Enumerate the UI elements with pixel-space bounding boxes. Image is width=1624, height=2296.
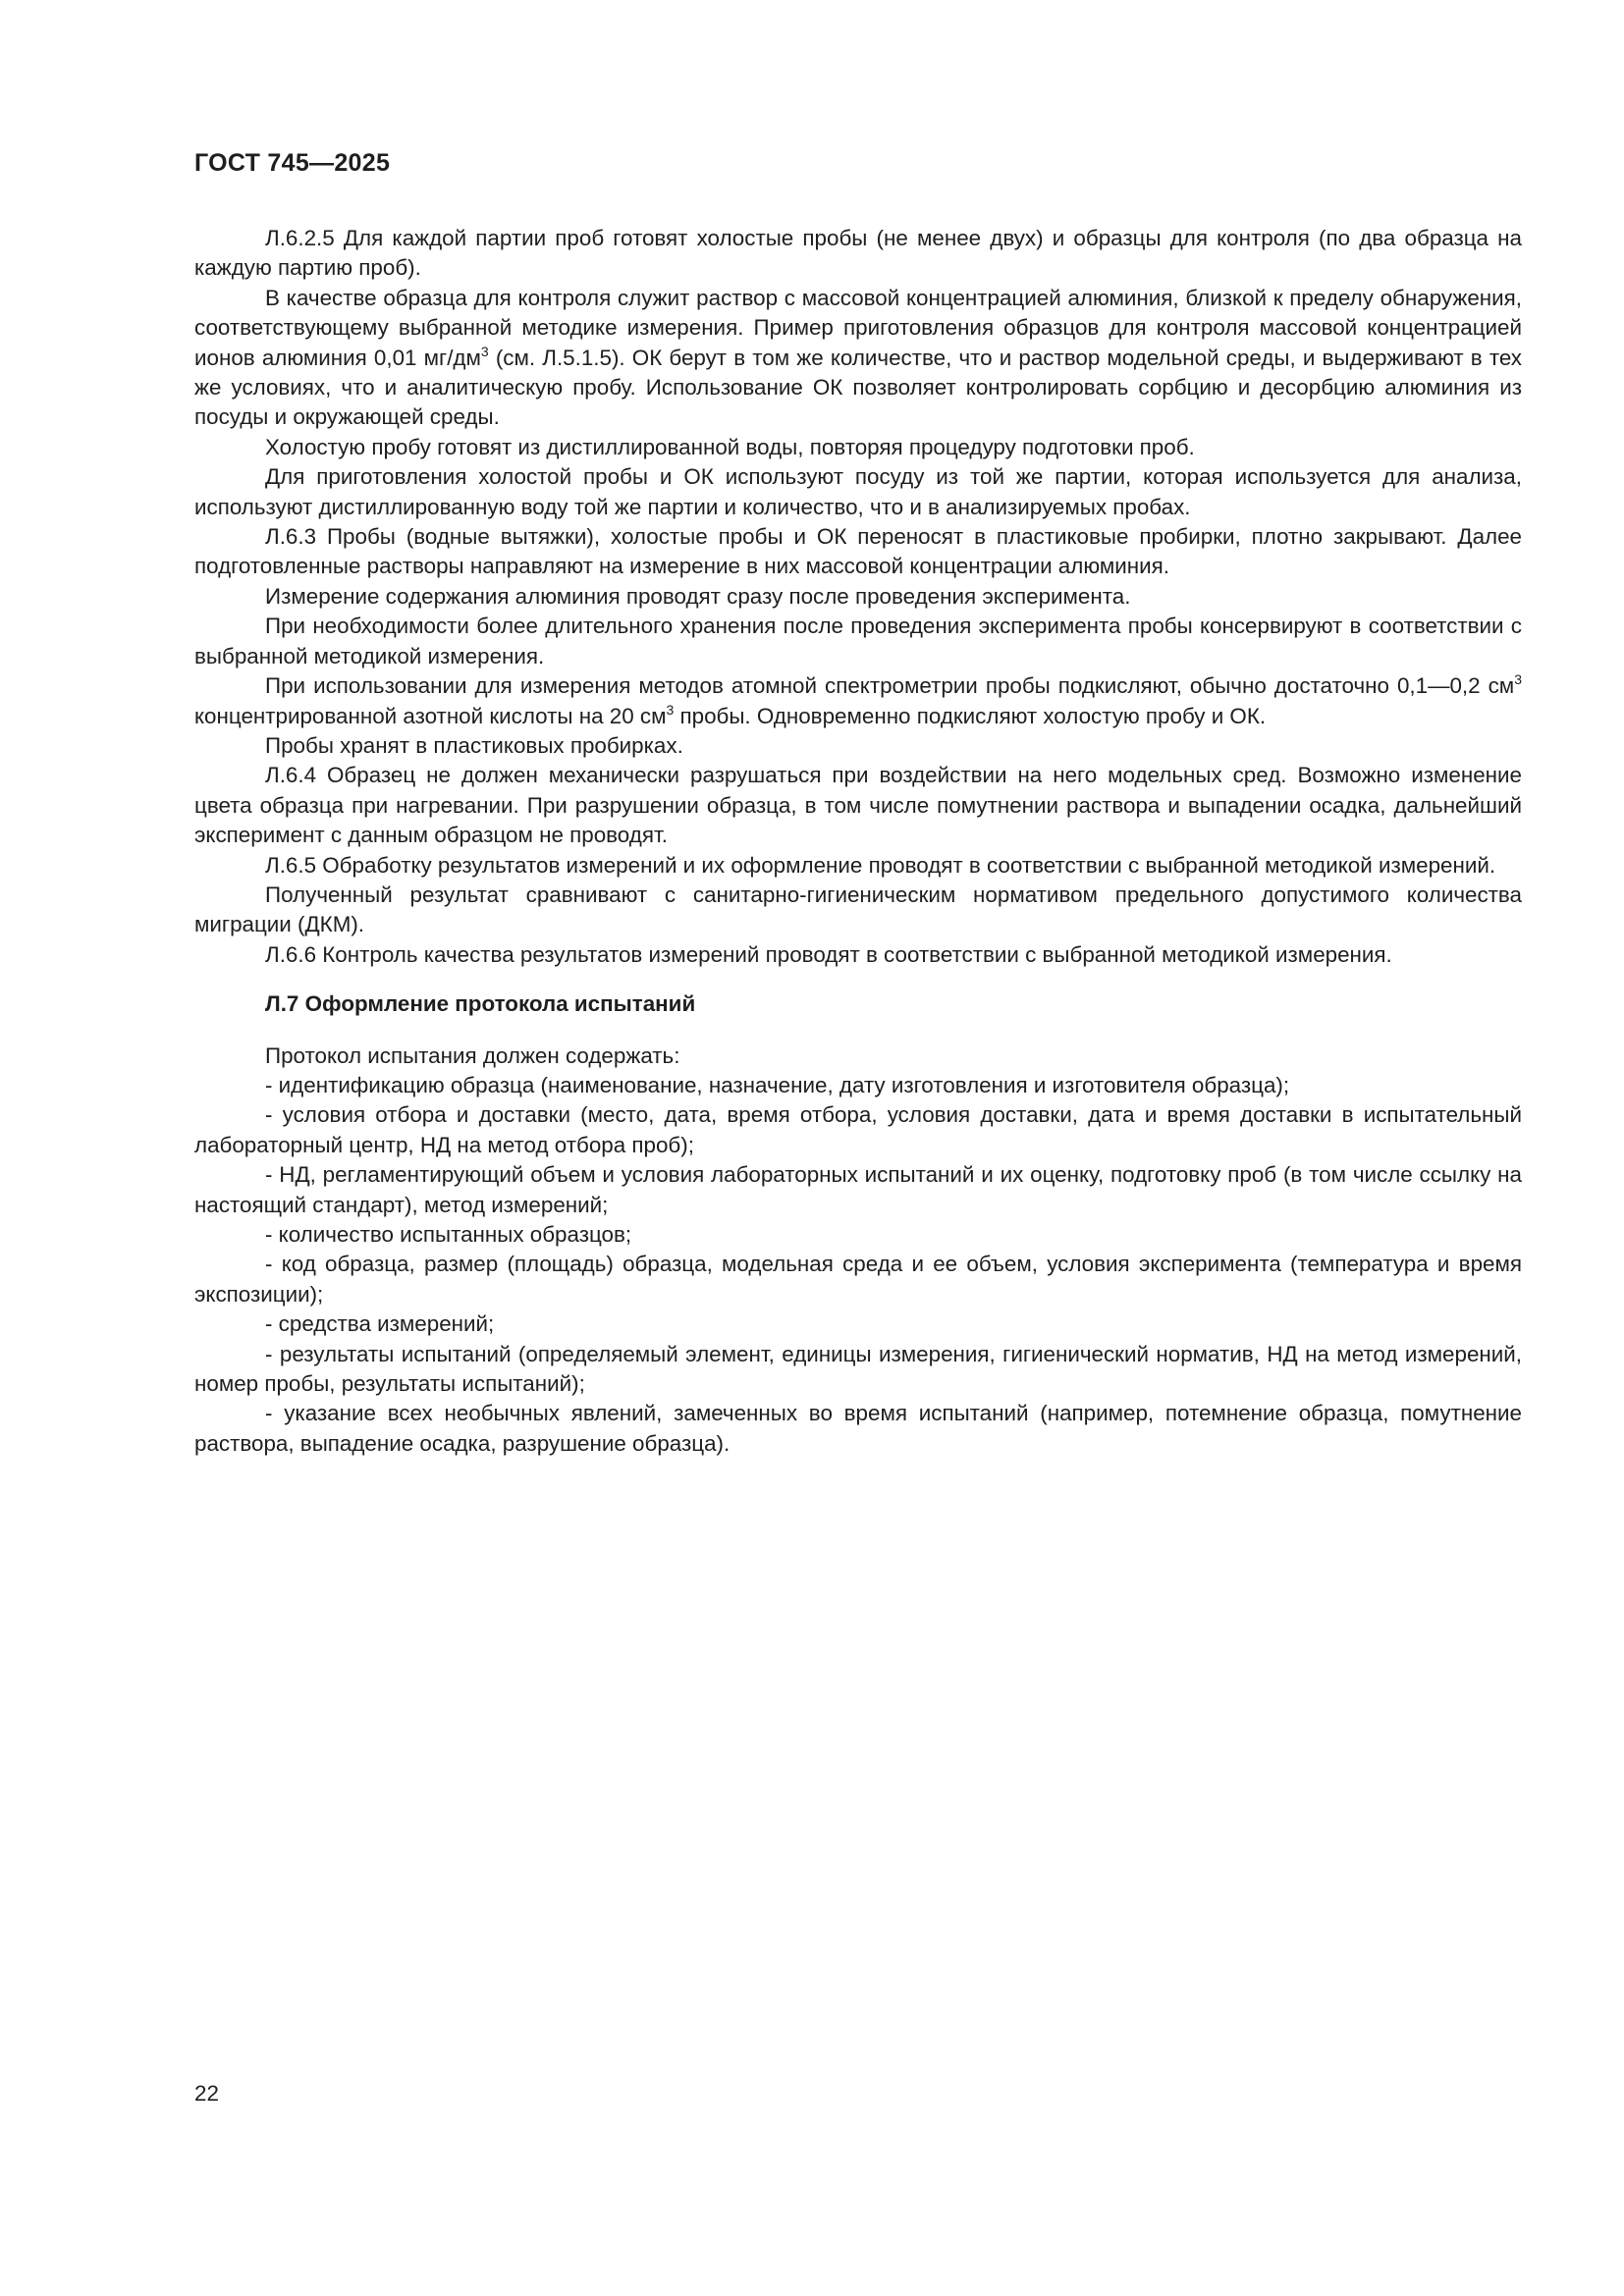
superscript: 3 — [666, 701, 675, 718]
text-run: (см. Л.5.1.5). ОК берут в том же количестве, что и раствор модельной среды, и выдерживают в тех же условиях, что и аналитическую пробу. Использование ОК позволяет контролировать сорбцию и десорбцию алюминия из посуды и окружающей среды. — [194, 345, 1522, 430]
protocol-list-item: - указание всех необычных явлений, замеченных во время испытаний (например, потемнение образца, помутнение раствора, выпадение осадка, разрушение образца). — [194, 1401, 1522, 1456]
protocol-intro: Протокол испытания должен содержать: — [265, 1042, 680, 1068]
paragraph-tubes: Пробы хранят в пластиковых пробирках. — [265, 732, 683, 758]
paragraph-blank-sample: Холостую пробу готовят из дистиллированной воды, повторяя процедуру подготовки проб. — [265, 434, 1195, 459]
document-body — [194, 224, 1522, 1459]
protocol-list-item: - количество испытанных образцов; — [265, 1222, 632, 1247]
protocol-list-item: - НД, регламентирующий объем и условия лабораторных испытаний и их оценку, подготовку проб (в том числе ссылку на настоящий стандарт), метод измерений; — [194, 1162, 1522, 1217]
paragraph-control-sample — [194, 284, 1522, 433]
text-run: концентрированной азотной кислоты на 20 см — [194, 703, 667, 728]
text-run: пробы. Одновременно подкисляют холостую пробу и ОК. — [674, 703, 1267, 728]
page-number: 22 — [194, 2081, 219, 2106]
paragraph-l-6-3: Л.6.3 Пробы (водные вытяжки), холостые пробы и ОК переносят в пластиковые пробирки, плотно закрывают. Далее подготовленные растворы направляют на измерение в них массовой концентрации алюминия. — [194, 524, 1522, 579]
protocol-list-item: - идентификацию образца (наименование, назначение, дату изготовления и изготовителя образца); — [265, 1072, 1290, 1097]
paragraph-l-6-5: Л.6.5 Обработку результатов измерений и их оформление проводят в соответствии с выбранной методикой измерений. — [265, 852, 1496, 878]
section-heading-l-7: Л.7 Оформление протокола испытаний — [265, 991, 696, 1017]
protocol-list-item: - средства измерений; — [265, 1311, 495, 1337]
document-header: ГОСТ 745—2025 — [194, 149, 391, 177]
text-run: При использовании для измерения методов атомной спектрометрии пробы подкисляют, обычно достаточно 0,1—0,2 см — [265, 673, 1515, 699]
paragraph-l-6-4: Л.6.4 Образец не должен механически разрушаться при воздействии на него модельных сред. Возможно изменение цвета образца при нагревании. При разрушении образца, в том числе помутнении раствора и выпадении осадка, дальнейший эксперимент с данным образцом не проводят. — [194, 763, 1522, 848]
superscript: 3 — [1514, 671, 1522, 688]
paragraph-storage: При необходимости более длительного хранения после проведения эксперимента пробы консервируют в соответствии с выбранной методикой измерения. — [194, 614, 1522, 668]
superscript: 3 — [480, 343, 489, 359]
paragraph-result: Полученный результат сравнивают с санитарно-гигиеническим нормативом предельного допустимого количества миграции (ДКМ). — [194, 881, 1522, 937]
protocol-list-item: - результаты испытаний (определяемый элемент, единицы измерения, гигиенический норматив, НД на метод измерений, номер пробы, результаты испытаний); — [194, 1341, 1522, 1397]
text-run: В качестве образца для контроля служит раствор с массовой концентрацией алюминия, близкой к пределу обнаружения, соответствующему выбранной методике измерения. Пример приготовления образцов для контроля массовой концентрацией ионов алюминия 0,01 мг/дм — [194, 285, 1522, 370]
paragraph-glassware: Для приготовления холостой пробы и ОК используют посуду из той же партии, которая используется для анализа, используют дистиллированную воду той же партии и количество, что и в анализируемых пробах. — [194, 464, 1522, 519]
paragraph-l-6-2-5: Л.6.2.5 Для каждой партии проб готовят холостые пробы (не менее двух) и образцы для контроля (по два образца на каждую партию проб). — [194, 226, 1522, 281]
protocol-list-item: - код образца, размер (площадь) образца, модельная среда и ее объем, условия эксперимента (температура и время экспозиции); — [194, 1252, 1522, 1307]
paragraph-measurement: Измерение содержания алюминия проводят сразу после проведения эксперимента. — [265, 583, 1131, 609]
protocol-list-item: - условия отбора и доставки (место, дата, время отбора, условия доставки, дата и время доставки в испытательный лабораторный центр, НД на метод отбора проб); — [194, 1102, 1522, 1157]
paragraph-acidification — [194, 671, 1522, 731]
paragraph-l-6-6: Л.6.6 Контроль качества результатов измерений проводят в соответствии с выбранной методикой измерения. — [265, 941, 1392, 967]
